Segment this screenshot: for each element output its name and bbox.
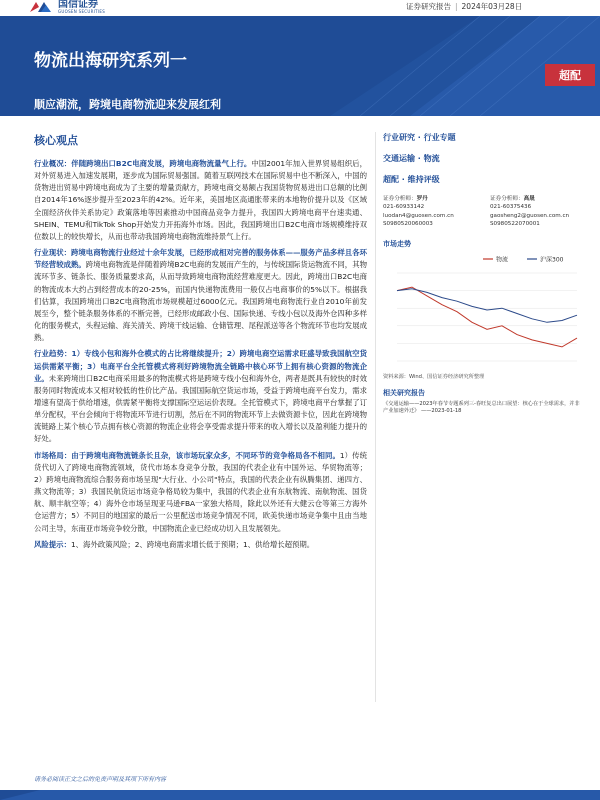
paragraph-body: 1）传统货代切入了跨境电商物流领域，货代市场本身竞争分散，我国的代表企业有中国外运、华贸物流等；2）跨境电商物流综合服务商市场呈现"大行业、小公司"特点，我国的代表企业有纵腾集团、递四方、燕文物流等；3）我国民航货运市场竞争格局较为集中，我国的代表企业有东航物流、南航物流、国货航、顺丰航空等；4）海外仓市场呈现亚马逊FBA一家独大格局，除此以外还有大健云仓等第三方海外仓运营方；5）不同目的地国家的最后一公里配送市场竞争情况不同，欧美快递市场竞争集中且由当地公司主导，东南亚市场竞争较分散，中国物流企业已经成功切入且发展领先。 (34, 450, 367, 533)
legend-label: 沪深300 (540, 256, 564, 264)
paragraph-trend (34, 348, 367, 445)
analyst-license: S0980522070001 (490, 221, 540, 228)
paragraph-overview (34, 158, 367, 243)
report-date: 2024年03月28日 (461, 2, 523, 11)
report-category: 行业研究 · 行业专题 (383, 133, 456, 142)
report-type: 证券研究报告 (406, 2, 451, 11)
paragraph-body: 跨境电商物流是伴随着跨境B2C电商的发展而产生的，与传统国际货运物流不同，其物流环节多、链条长、服务质量要求高，从而导致跨境电商物流经营难度更大。因此，跨境出口B2C电商的物流成本大约占到经营成本的20-25%，而国内快递物流费用一般仅占电商事价的5%以下。根据我们估算，我国跨境出口B2C电商物流市场规模超过6000亿元。我国跨境电商物流行业自2010年前发展至今，整个链条服务体系的不断完善，已经形成邮政小包、国际快递、专线小包以及海外仓四种多样化的服务模式，头程运输、海关清关、跨境干线运输、仓储管理、尾程派送等各个物流环节也均发展成熟。 (34, 260, 367, 343)
logo-en: GUOSEN SECURITIES (58, 9, 106, 14)
paragraph-landscape (34, 450, 367, 535)
chart-source: 资料来源：Wind、国信证券经济研究所整理 (383, 373, 485, 380)
analyst-email[interactable]: gaosheng2@guosen.com.cn (490, 212, 570, 219)
analyst-list (383, 195, 583, 229)
section-heading: 核心观点 (34, 134, 78, 147)
analyst-name: 高晟 (523, 196, 535, 202)
analyst-phone: 021-60375436 (490, 204, 532, 211)
chart-title: 市场走势 (383, 239, 411, 248)
sidebar (383, 132, 583, 416)
paragraph-body: 未来跨境出口B2C电商采用最多的物流模式将是跨境专线小包和海外仓，两者是既具有较快的时效服务同时物流成本又相对较低的性价比产品。我国国际航空货运市场，受益于跨境电商平台发力，需求增速有望高于供给增速，供需紧平衡将支撑国际空运运价表现。全托管模式下，跨境电商平台掌握了订单分配权，平台会倾向于将物流环节进行切割，然后在不同的物流环节上去做资源卡位，因此在跨境物流链路上某个核心节点拥有核心资源的物流企业将会享受需求提升带来的收入增长以及盈利能力提升的好处。 (34, 373, 367, 444)
logo-mark-icon (28, 0, 54, 13)
column-divider (375, 132, 376, 702)
analyst-phone: 021-60933142 (383, 204, 425, 211)
analyst-email[interactable]: luodan4@guosen.com.cn (383, 212, 454, 219)
guosen-logo (28, 0, 105, 16)
related-reports-title: 相关研究报告 (383, 388, 425, 397)
trend-chart-svg (383, 251, 583, 371)
industry-label: 交通运输 · 物流 (383, 154, 440, 163)
logo-cn: 国信证券 (58, 0, 98, 10)
paragraph-lead: 行业现状：跨境电商物流行业经过十余年发展，已经形成相对完善的服务体系——服务产品多样且各环节经营较成熟。 (34, 248, 367, 270)
disclaimer-note: 请务必阅读正文之后的免责声明及其项下所有内容 (34, 776, 167, 783)
paragraph-lead: 市场格局：由于跨境电商物流链条长且杂，该市场玩家众多，不同环节的竞争格局各不相同。 (34, 450, 340, 460)
paragraph-body: 1、海外政策风险；2、跨境电商需求增长低于预期；1、供给增长超预期。 (70, 539, 315, 549)
market-trend-chart (383, 251, 583, 371)
core-views (34, 132, 367, 555)
paragraph-status (34, 247, 367, 344)
paragraph-lead: 行业概况：伴随跨境出口B2C电商发展，跨境电商物流量气上行。 (34, 159, 252, 168)
analyst-role: 证券分析师： (383, 196, 417, 202)
analyst-card (383, 195, 476, 229)
report-meta: 证券研究报告 | 2024年03月28日 (406, 2, 523, 11)
paragraph-lead: 风险提示： (34, 539, 71, 549)
rating-badge: 超配 (545, 64, 595, 86)
series-line-0 (397, 287, 577, 347)
analyst-name: 罗丹 (416, 196, 428, 202)
paragraph-lead: 行业趋势：1）专线小包和海外仓模式的占比将继续提升；2）跨境电商空运需求旺盛导致我国航空货运供需紧平衡；3）电商平台全托管模式将利好跨境物流全链路中核心环节上拥有核心资源的物流企业。 (34, 349, 367, 383)
report-subtitle: 顺应潮流，跨境电商物流迎来发展红利 (34, 98, 221, 111)
analyst-role: 证券分析师： (490, 196, 524, 202)
paragraph-risk (34, 539, 367, 551)
paragraph-body: 中国2001年加入世界贸易组织后，对外贸易进入加速发展期，逐步成为国际贸易强国。随着互联网技术在国际贸易中也不断深入，中国的货物进出贸易中跨境电商成为了主要的增量贡献方，跨境电商交易额占我国货物贸易进出口总额的比例自2014年16%逐步提升至2023年的42%。近年来，美国地区高通胀带来的本地物价提升以及《区域全面经济伙伴关系协定》政策落地等因素推动中国商品竞争力提升，我国四大跨境电商平台速卖通、SHEIN、TEMU和TikTok Shop开始发力开拓海外市场。因此，我国跨境出口B2C电商市场规模维持双位数以上的较快增长，从而也带动我国跨境电商物流维持景气上行。 (34, 159, 368, 241)
top-bar (0, 0, 600, 16)
report-title: 物流出海研究系列一 (34, 51, 187, 71)
related-report-item[interactable]: 《交通运输——2023年春节专题系列三-春旺复总出口展望：核心在于全球需求，并非产业加速外迁》 ——2023-01-18 (383, 400, 580, 415)
rating-line: 超配 · 维持评级 (383, 175, 440, 184)
analyst-license: S0980520060003 (383, 221, 433, 228)
footer-decoration (0, 786, 600, 800)
legend-label: 物流 (496, 256, 509, 264)
analyst-card (490, 195, 583, 229)
title-banner (0, 16, 600, 116)
